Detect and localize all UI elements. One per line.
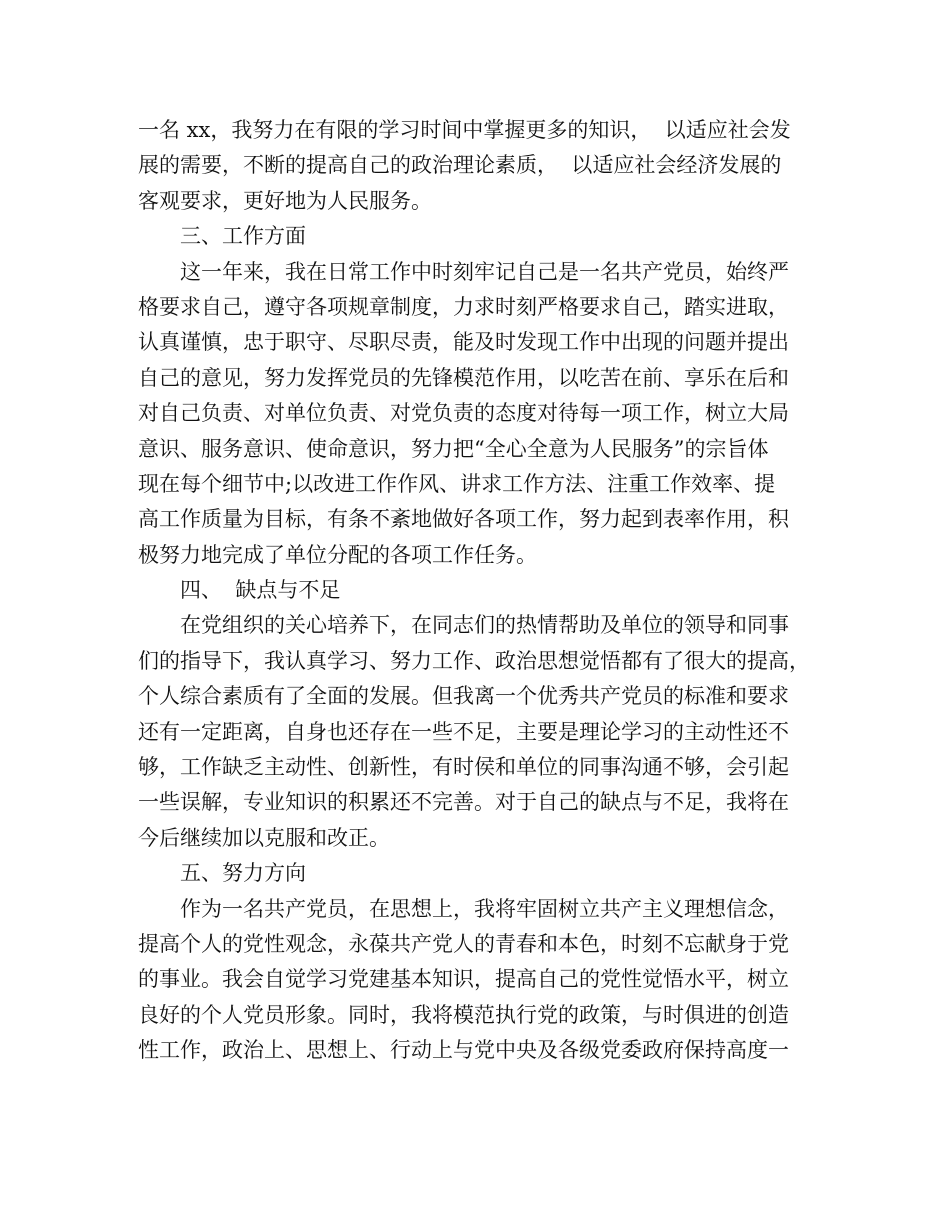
paragraph-line: 个人综合素质有了全面的发展。但我离一个优秀共产党员的标准和要求 (138, 684, 789, 709)
paragraph-line: 性工作，政治上、思想上、行动上与党中央及各级党委政府保持高度一 (138, 1038, 789, 1063)
paragraph-line: 自己的意见，努力发挥党员的先锋模范作用，以吃苦在前、享乐在后和 (138, 365, 789, 390)
document-body (138, 113, 828, 1069)
paragraph-line: 还有一定距离，自身也还存在一些不足，主要是理论学习的主动性还不 (138, 719, 789, 744)
paragraph-line: 的事业。我会自觉学习党建基本知识，提高自己的党性觉悟水平，树立 (138, 967, 789, 992)
paragraph-line: 极努力地完成了单位分配的各项工作任务。 (138, 542, 537, 567)
paragraph-line: 格要求自己，遵守各项规章制度，力求时刻严格要求自己，踏实进取， (138, 294, 789, 319)
paragraph-line: 们的指导下，我认真学习、努力工作、政治思想觉悟都有了很大的提高， (138, 648, 810, 673)
paragraph-line: 作为一名共产党员，在思想上，我将牢固树立共产主义理想信念， (180, 896, 789, 921)
paragraph-line: 够，工作缺乏主动性、创新性，有时侯和单位的同事沟通不够，会引起 (138, 755, 789, 780)
paragraph-line: 一些误解，专业知识的积累还不完善。对于自己的缺点与不足，我将在 (138, 790, 789, 815)
section-heading-shortcomings: 四、 缺点与不足 (180, 578, 341, 603)
paragraph-line: 良好的个人党员形象。同时，我将模范执行党的政策，与时俱进的创造 (138, 1002, 789, 1027)
paragraph-line: 一名 xx，我努力在有限的学习时间中掌握更多的知识， 以适应社会发 (138, 118, 791, 142)
paragraph-line: 展的需要，不断的提高自己的政治理论素质， 以适应社会经济发展的 (138, 153, 782, 178)
paragraph-line: 这一年来，我在日常工作中时刻牢记自己是一名共产党员，始终严 (180, 259, 789, 284)
paragraph-line: 现在每个细节中;以改进工作作风、讲求工作方法、注重工作效率、提 (138, 471, 776, 496)
paragraph-line: 高工作质量为目标，有条不紊地做好各项工作，努力起到表率作用，积 (138, 507, 789, 532)
paragraph-line: 对自己负责、对单位负责、对党负责的态度对待每一项工作，树立大局 (138, 401, 789, 426)
section-heading-direction: 五、努力方向 (180, 861, 306, 886)
paragraph-line: 意识、服务意识、使命意识，努力把“全心全意为人民服务”的宗旨体 (138, 436, 769, 461)
section-heading-work: 三、工作方面 (180, 224, 306, 249)
paragraph-line: 客观要求，更好地为人民服务。 (138, 188, 432, 213)
paragraph-line: 提高个人的党性观念，永葆共产党人的青春和本色，时刻不忘献身于党 (138, 931, 789, 956)
paragraph-line: 今后继续加以克服和改正。 (138, 825, 390, 850)
paragraph-line: 在党组织的关心培养下，在同志们的热情帮助及单位的领导和同事 (180, 613, 789, 638)
paragraph-line: 认真谨慎，忠于职守、尽职尽责，能及时发现工作中出现的问题并提出 (138, 330, 789, 355)
